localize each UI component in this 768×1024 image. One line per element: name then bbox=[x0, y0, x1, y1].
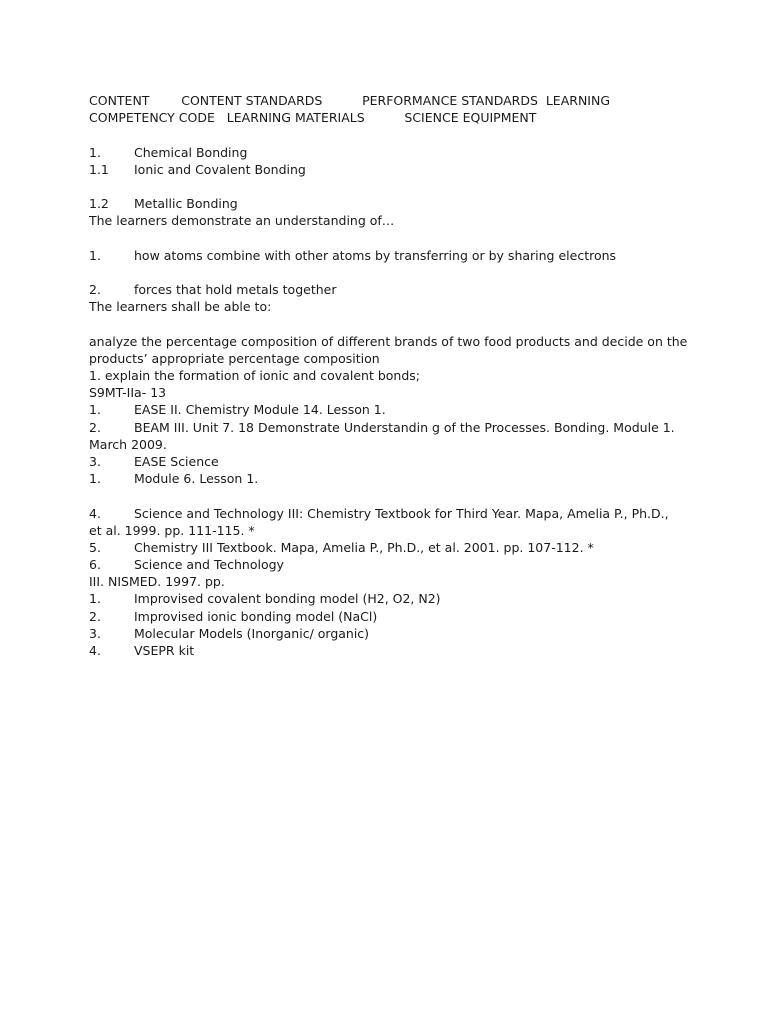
item-number: 1.1 bbox=[89, 161, 109, 177]
content-item bbox=[89, 195, 689, 212]
header-line-2: COMPETENCY CODE LEARNING MATERIALS SCIENCE EQUIPMENT bbox=[89, 110, 537, 126]
equipment-item bbox=[89, 625, 689, 642]
content-standard-item bbox=[89, 281, 689, 298]
material-item bbox=[89, 419, 689, 436]
material-item bbox=[89, 539, 689, 556]
equipment-item bbox=[89, 642, 689, 659]
item-text: Chemistry III Textbook. Mapa, Amelia P., Ph.D., et al. 2001. pp. 107-112. * bbox=[134, 539, 594, 555]
item-number: 4. bbox=[89, 643, 101, 659]
material-item bbox=[89, 453, 689, 470]
content-standard-item bbox=[89, 247, 689, 264]
content-item bbox=[89, 144, 689, 161]
item-text: BEAM III. Unit 7. 18 Demonstrate Understandin g of the Processes. Bonding. Module 1. bbox=[134, 419, 675, 435]
item-number: 2. bbox=[89, 419, 101, 435]
learning-competency-text: 1. explain the formation of ionic and covalent bonds; bbox=[89, 368, 420, 384]
spacer bbox=[89, 230, 689, 247]
item-text: how atoms combine with other atoms by transferring or by sharing electrons bbox=[134, 247, 617, 263]
equipment-item bbox=[89, 590, 689, 607]
item-text: Science and Technology III: Chemistry Textbook for Third Year. Mapa, Amelia P., Ph.D., bbox=[134, 505, 669, 521]
material-item-continuation: et al. 1999. pp. 111-115. * bbox=[89, 522, 255, 538]
item-text: Molecular Models (Inorganic/ organic) bbox=[134, 625, 370, 641]
item-number: 6. bbox=[89, 557, 101, 573]
item-number: 5. bbox=[89, 539, 101, 555]
item-number: 1. bbox=[89, 591, 101, 607]
competency-code: S9MT-IIa- 13 bbox=[89, 385, 167, 401]
spacer bbox=[89, 264, 689, 281]
item-text: Improvised ionic bonding model (NaCl) bbox=[134, 608, 378, 624]
item-number: 2. bbox=[89, 608, 101, 624]
item-text: Ionic and Covalent Bonding bbox=[134, 161, 306, 177]
item-number: 4. bbox=[89, 505, 101, 521]
item-text: Module 6. Lesson 1. bbox=[134, 471, 259, 487]
item-text: forces that hold metals together bbox=[134, 282, 337, 298]
material-item-continuation: III. NISMED. 1997. pp. bbox=[89, 574, 225, 590]
item-text: EASE Science bbox=[134, 453, 219, 469]
material-item bbox=[89, 556, 689, 573]
spacer bbox=[89, 126, 689, 143]
item-number: 3. bbox=[89, 453, 101, 469]
material-item bbox=[89, 505, 689, 522]
material-item-continuation: March 2009. bbox=[89, 436, 167, 452]
document-page bbox=[89, 92, 689, 659]
performance-standards-text: analyze the percentage composition of different brands of two food products and decide on the products’ appropriate percentage composition bbox=[89, 333, 688, 366]
content-item bbox=[89, 161, 689, 178]
item-number: 1. bbox=[89, 247, 101, 263]
performance-standards-intro: The learners shall be able to: bbox=[89, 299, 272, 315]
item-number: 1.2 bbox=[89, 196, 109, 212]
item-text: Improvised covalent bonding model (H2, O2, N2) bbox=[134, 591, 441, 607]
item-text: Metallic Bonding bbox=[134, 196, 238, 212]
equipment-item bbox=[89, 608, 689, 625]
item-number: 1. bbox=[89, 144, 101, 160]
header-line-1: CONTENT CONTENT STANDARDS PERFORMANCE STANDARDS LEARNING bbox=[89, 93, 611, 108]
item-text: EASE II. Chemistry Module 14. Lesson 1. bbox=[134, 402, 386, 418]
spacer bbox=[89, 487, 689, 504]
item-text: Chemical Bonding bbox=[134, 144, 248, 160]
item-text: VSEPR kit bbox=[134, 643, 195, 659]
item-text: Science and Technology bbox=[134, 557, 284, 573]
item-number: 2. bbox=[89, 282, 101, 298]
spacer bbox=[89, 178, 689, 195]
material-item bbox=[89, 401, 689, 418]
material-item bbox=[89, 470, 689, 487]
content-standards-intro: The learners demonstrate an understanding of… bbox=[89, 213, 395, 229]
item-number: 1. bbox=[89, 402, 101, 418]
item-number: 1. bbox=[89, 471, 101, 487]
spacer bbox=[89, 315, 689, 332]
item-number: 3. bbox=[89, 625, 101, 641]
